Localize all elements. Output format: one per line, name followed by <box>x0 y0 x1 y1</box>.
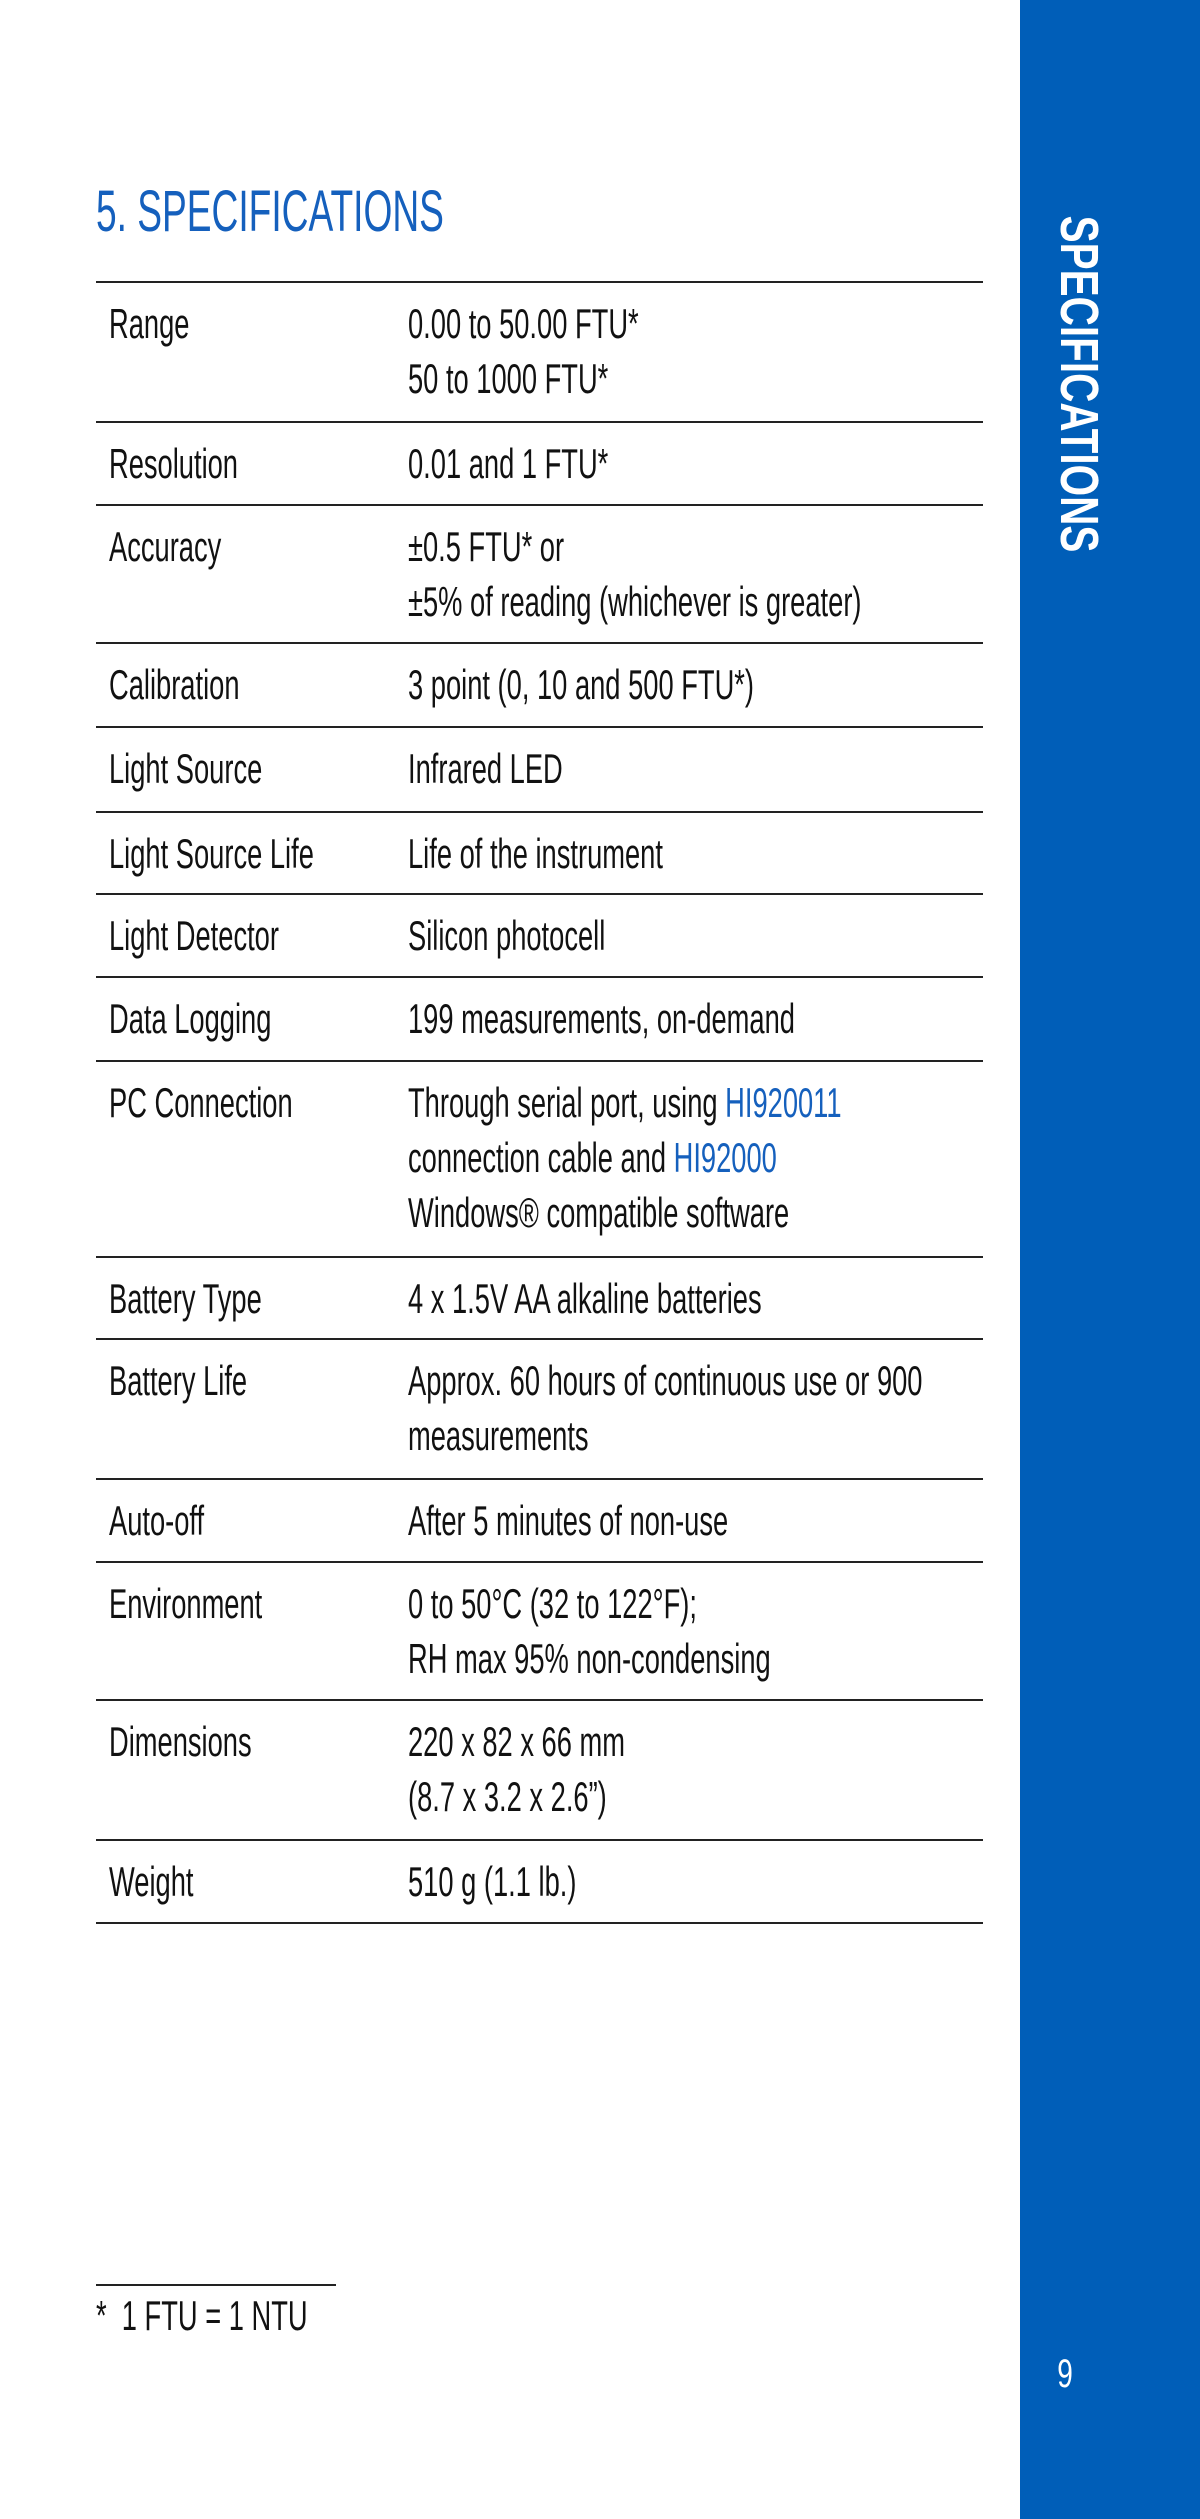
spec-label: Battery Life <box>109 1357 248 1404</box>
spec-value-line <box>408 741 563 796</box>
spec-value <box>408 519 862 629</box>
spec-value-line <box>408 1130 842 1185</box>
spec-value-text: ±0.5 FTU* or <box>408 523 565 570</box>
row-divider <box>96 504 983 506</box>
spec-value-text: measurements <box>408 1412 589 1459</box>
spec-value <box>408 991 795 1046</box>
spec-label: Light Source Life <box>109 830 314 877</box>
row-divider <box>96 811 983 813</box>
spec-value <box>408 1493 728 1548</box>
spec-value-text: 4 x 1.5V AA alkaline batteries <box>408 1275 762 1322</box>
spec-value-line <box>408 1576 771 1631</box>
spec-value-line <box>408 1493 728 1548</box>
spec-value-text: 3 point (0, 10 and 500 FTU*) <box>408 661 755 708</box>
row-divider <box>96 976 983 978</box>
spec-value-text: 199 measurements, on-demand <box>408 995 795 1042</box>
spec-value-line <box>408 908 605 963</box>
spec-value <box>408 826 663 881</box>
spec-label: Data Logging <box>109 995 272 1042</box>
spec-label: Accuracy <box>109 523 222 570</box>
spec-value-line <box>408 1769 625 1824</box>
row-divider <box>96 893 983 895</box>
spec-label: Auto-off <box>109 1497 205 1544</box>
row-divider <box>96 726 983 728</box>
row-divider <box>96 1922 983 1924</box>
spec-value-text: 0.01 and 1 FTU* <box>408 440 609 487</box>
spec-value-text: Windows® compatible software <box>408 1189 790 1236</box>
spec-value-text: Infrared LED <box>408 745 563 792</box>
spec-value-text: Approx. 60 hours of continuous use or 900 <box>408 1357 923 1404</box>
row-divider <box>96 1478 983 1480</box>
spec-value-line <box>408 1714 625 1769</box>
spec-value-line <box>408 1185 842 1240</box>
row-divider <box>96 1839 983 1841</box>
footnote: * 1 FTU = 1 NTU <box>96 2292 308 2339</box>
section-side-tab <box>1020 0 1200 2519</box>
spec-value <box>408 1075 842 1240</box>
spec-value-line <box>408 1631 771 1686</box>
spec-value-text: (8.7 x 3.2 x 2.6”) <box>408 1773 607 1820</box>
spec-value <box>408 1353 922 1463</box>
spec-value-text: After 5 minutes of non-use <box>408 1497 729 1544</box>
side-tab-label: SPECIFICATIONS <box>1049 215 1109 553</box>
spec-value-line <box>408 436 608 491</box>
spec-value-text: RH max 95% non-condensing <box>408 1635 771 1682</box>
product-link[interactable]: HI92000 <box>673 1134 777 1181</box>
spec-value <box>408 296 639 406</box>
spec-value <box>408 1576 771 1686</box>
spec-value-text: 0.00 to 50.00 FTU* <box>408 300 639 347</box>
row-divider <box>96 1561 983 1563</box>
spec-value-line <box>408 1075 842 1130</box>
spec-value <box>408 741 563 796</box>
spec-value-line <box>408 657 754 712</box>
row-divider <box>96 421 983 423</box>
spec-label: Battery Type <box>109 1275 262 1322</box>
spec-value-line <box>408 519 862 574</box>
spec-label: Dimensions <box>109 1718 252 1765</box>
spec-label: Calibration <box>109 661 240 708</box>
spec-label: Weight <box>109 1858 194 1905</box>
row-divider <box>96 1338 983 1340</box>
page-number: 9 <box>1057 2352 1073 2396</box>
row-divider <box>96 1256 983 1258</box>
spec-value-text: Life of the instrument <box>408 830 663 877</box>
spec-label: Light Source <box>109 745 263 792</box>
spec-value-line <box>408 351 639 406</box>
spec-value-line <box>408 991 795 1046</box>
spec-value-line <box>408 826 663 881</box>
spec-value-text: Through serial port, using <box>408 1079 726 1126</box>
spec-label: Resolution <box>109 440 239 487</box>
footnote-divider <box>96 2284 336 2286</box>
row-divider <box>96 642 983 644</box>
spec-value-text: Silicon photocell <box>408 912 606 959</box>
spec-label: Environment <box>109 1580 263 1627</box>
spec-value <box>408 908 605 963</box>
spec-label: Range <box>109 300 190 347</box>
spec-label: PC Connection <box>109 1079 293 1126</box>
page-title: 5. SPECIFICATIONS <box>96 179 444 244</box>
product-link[interactable]: HI920011 <box>725 1079 842 1126</box>
spec-value-text: 0 to 50°C (32 to 122°F); <box>408 1580 697 1627</box>
spec-value-text: connection cable and <box>408 1134 674 1181</box>
spec-value <box>408 1714 625 1824</box>
spec-value <box>408 1271 762 1326</box>
spec-value-line <box>408 1353 922 1408</box>
spec-value <box>408 436 608 491</box>
row-divider <box>96 1060 983 1062</box>
spec-value-text: 510 g (1.1 lb.) <box>408 1858 577 1905</box>
spec-value <box>408 657 754 712</box>
spec-value <box>408 1854 576 1909</box>
spec-label: Light Detector <box>109 912 279 959</box>
row-divider <box>96 281 983 283</box>
spec-value-line <box>408 1408 922 1463</box>
spec-value-text: 50 to 1000 FTU* <box>408 355 609 402</box>
spec-value-line <box>408 296 639 351</box>
row-divider <box>96 1699 983 1701</box>
spec-value-line <box>408 574 862 629</box>
spec-value-line <box>408 1854 576 1909</box>
spec-value-text: 220 x 82 x 66 mm <box>408 1718 625 1765</box>
spec-value-text: ±5% of reading (whichever is greater) <box>408 578 862 625</box>
spec-value-line <box>408 1271 762 1326</box>
